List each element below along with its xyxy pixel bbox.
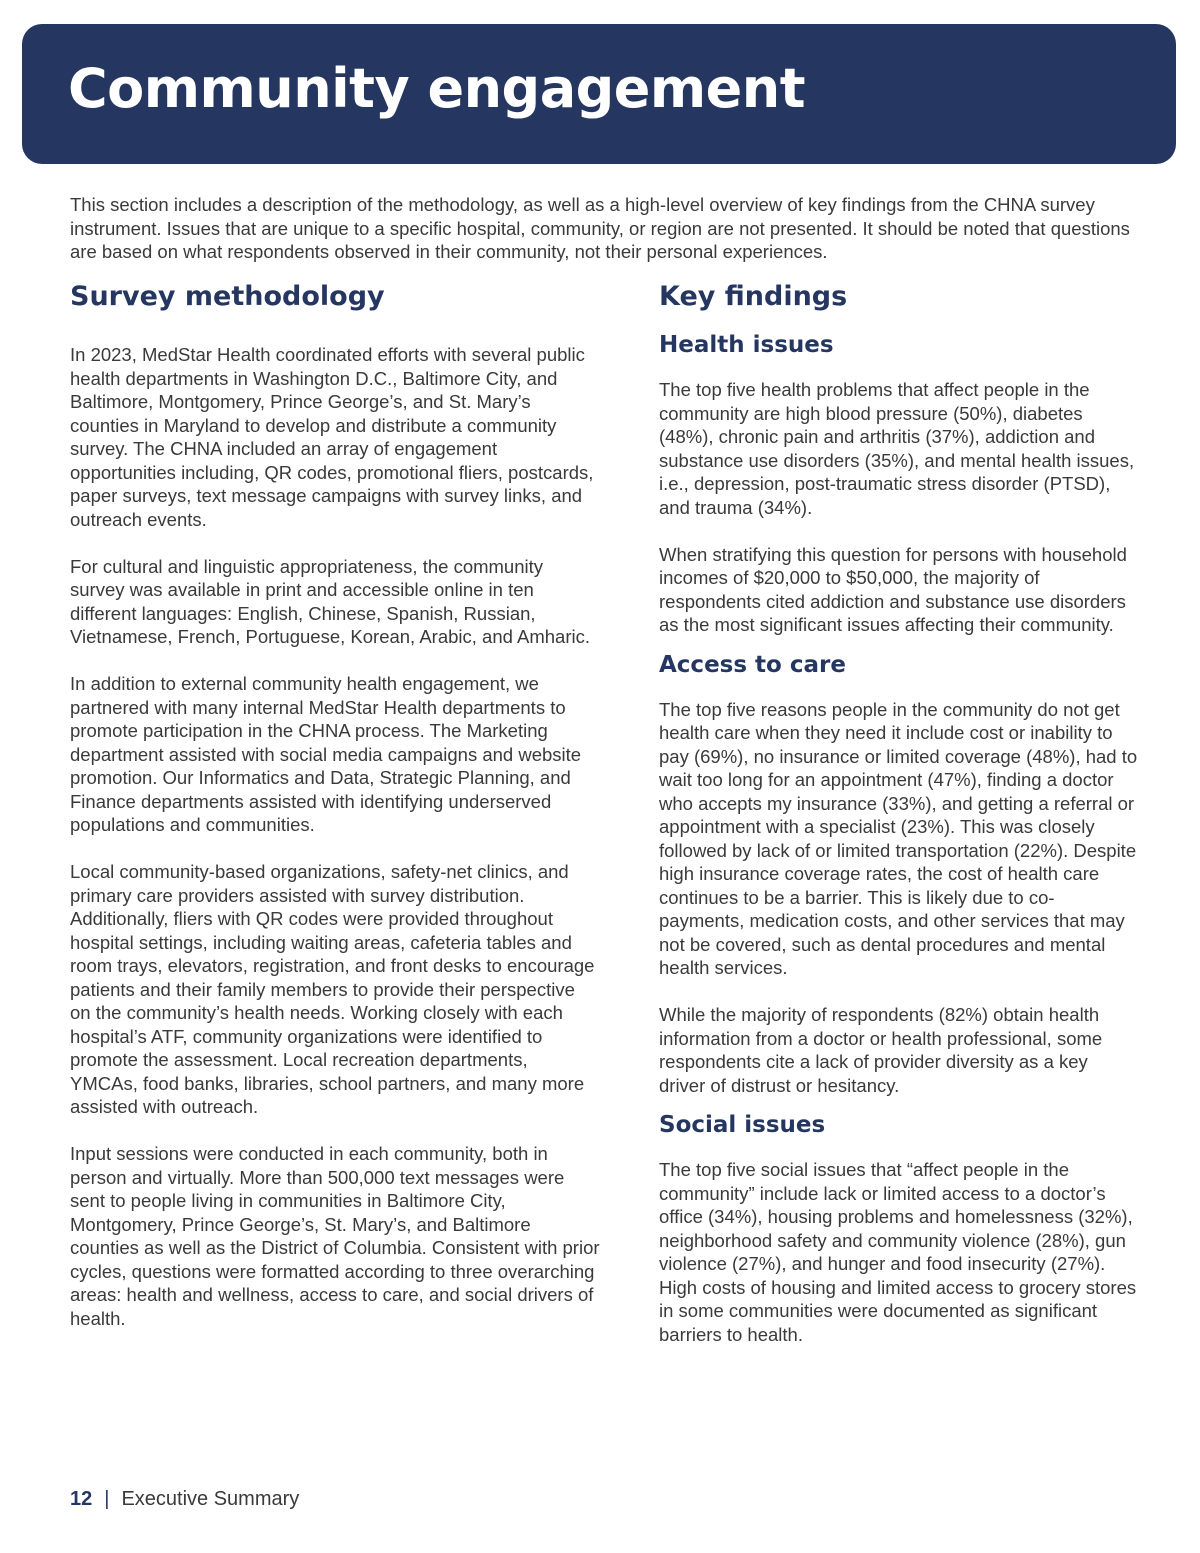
page-footer — [70, 1486, 299, 1512]
page-title: Community engagement — [68, 57, 806, 120]
footer-separator: | — [104, 1488, 110, 1510]
health-issues-paragraph: When stratifying this question for persons with household incomes of $20,000 to $50,000, the majority of respondents cited addiction and substance use disorders as the most significant issues affecting their community. — [659, 543, 1127, 635]
methodology-paragraph: Input sessions were conducted in each community, both in person and virtually. More than 500,000 text messages were sent to people living in communities in Baltimore City, Montgomery, Prince George’s, St. Mary’s, and Baltimore counties as well as the District of Columbia. Consistent with prior cycles, questions were formatted according to three overarching areas: health and wellness, access to care, and social drivers of health. — [70, 1143, 600, 1329]
intro-paragraph: This section includes a description of the methodology, as well as a high-level overview of key findings from the CHNA survey instrument. Issues that are unique to a specific hospital, community, or region are not presented. It should be noted that questions are based on what respondents observed in their community, not their personal experiences. — [70, 194, 1130, 262]
key-findings-section — [659, 280, 1139, 1357]
methodology-paragraph: In addition to external community health engagement, we partnered with many internal MedStar Health departments to promote participation in the CHNA process. The Marketing department assisted with social media campaigns and website promotion. Our Informatics and Data, Strategic Planning, and Finance departments assisted with identifying underserved populations and communities. — [70, 673, 582, 835]
survey-methodology-heading: Survey methodology — [70, 281, 385, 312]
health-issues-paragraph: The top five health problems that affect people in the community are high blood pressure (50%), diabetes (48%), chronic pain and arthritis (37%), addiction and substance use disorders (35%), and mental health issues, i.e., depression, post-traumatic stress disorder (PTSD), and trauma (34%). — [659, 379, 1135, 518]
access-to-care-paragraph: While the majority of respondents (82%) obtain health information from a doctor or health professional, some respondents cite a lack of provider diversity as a key driver of distrust or hesitancy. — [659, 1004, 1103, 1096]
key-findings-heading: Key findings — [659, 281, 848, 312]
survey-methodology-section — [70, 280, 600, 1354]
page-number: 12 — [70, 1488, 93, 1510]
methodology-paragraph: Local community-based organizations, safety-net clinics, and primary care providers assisted with survey distribution. Additionally, fliers with QR codes were provided throughout hospital settings, including waiting areas, cafeteria tables and room trays, elevators, registration, and front desks to encourage patients and their family members to provide their perspective on the community’s health needs. Working closely with each hospital’s ATF, community organizations were identified to promote the assessment. Local recreation departments, YMCAs, food banks, libraries, school partners, and many more assisted with outreach. — [70, 861, 595, 1117]
methodology-paragraph: For cultural and linguistic appropriateness, the community survey was available in print and accessible online in ten different languages: English, Chinese, Spanish, Russian, Vietnamese, French, Portuguese, Korean, Arabic, and Amharic. — [70, 555, 591, 647]
footer-section-label: Executive Summary — [121, 1488, 300, 1510]
social-issues-heading: Social issues — [659, 1112, 826, 1138]
social-issues-paragraph: The top five social issues that “affect people in the community” include lack or limited access to a doctor’s office (34%), housing problems and homelessness (32%), neighborhood safety and community violence (28%), gun violence (27%), and hunger and food insecurity (27%). High costs of housing and limited access to grocery stores in some communities were documented as significant barriers to health. — [659, 1159, 1137, 1345]
access-to-care-heading: Access to care — [659, 651, 846, 678]
access-to-care-paragraph: The top five reasons people in the community do not get health care when they need it include cost or inability to pay (69%), no insurance or limited coverage (48%), had to wait too long for an appointment (47%), finding a doctor who accepts my insurance (33%), and getting a referral or appointment with a specialist (23%). This was closely followed by lack of or limited transportation (22%). Despite high insurance coverage rates, the cost of health care continues to be a barrier. This is likely due to co-payments, medication costs, and other services that may not be covered, such as dental procedures and mental health services. — [659, 698, 1138, 978]
title-banner — [22, 24, 1176, 164]
health-issues-heading: Health issues — [659, 332, 834, 358]
methodology-paragraph: In 2023, MedStar Health coordinated efforts with several public health departments in Washington D.C., Baltimore City, and Baltimore, Montgomery, Prince George’s, and St. Mary’s counties in Maryland to develop and distribute a community survey. The CHNA included an array of engagement opportunities including, QR codes, promotional fliers, postcards, paper surveys, text message campaigns with survey links, and outreach events. — [70, 344, 594, 530]
